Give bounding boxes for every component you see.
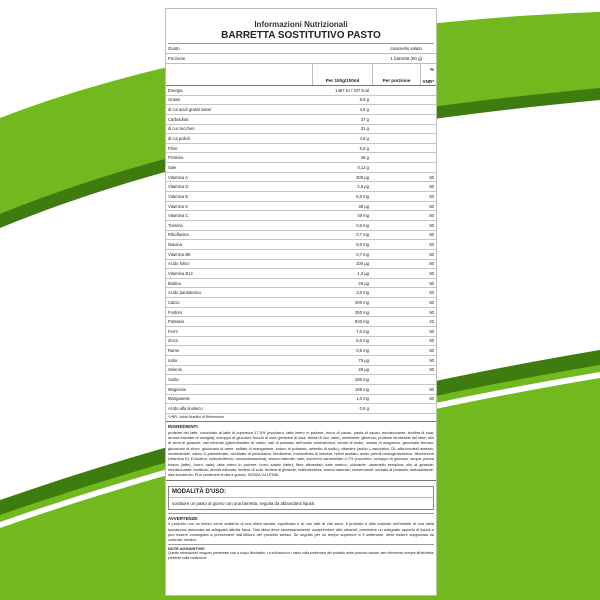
nutrient-name: di cui zuccheri [168,126,195,132]
header-per-100: Per 100g/100ml [312,64,372,85]
nutrient-vnr-pct: 50 [429,251,434,257]
usage-box [168,486,434,510]
nutrient-name: Energia [168,87,183,93]
nutrient-vnr-pct: 50 [429,338,434,344]
nutrient-row [166,134,436,144]
nutrient-row [166,404,436,414]
nutrient-row [166,269,436,279]
nutrient-row [166,105,436,115]
nutrient-name: Niacina [168,242,182,248]
nutrient-vnr-pct: 50 [429,174,434,180]
nutrient-vnr-pct: 50 [429,386,434,392]
nutrient-vnr-pct: 50 [429,222,434,228]
nutrient-name: Ferro [168,328,179,334]
nutrient-per-100: 4,8 g [359,136,369,142]
warnings-section [168,513,434,542]
nutrient-vnr-pct: 50 [429,232,434,238]
nutrient-vnr-pct: 50 [429,396,434,402]
header-pct: % [429,67,434,72]
nutrient-name: Vitamina C [168,213,189,219]
nutrient-vnr-pct: 50 [429,242,434,248]
header-vnr-label: VNR* [422,79,434,84]
nutrient-row [166,337,436,347]
nutrient-per-100: 8,0 mg [356,242,369,248]
header-empty [168,64,312,85]
label-title: Informazioni Nutrizionali [254,20,348,29]
nutrient-name: Biotina [168,280,181,286]
nutrient-name: Acido alfa linoleico [168,405,203,411]
nutrient-row [166,395,436,405]
nutrient-per-100: 9,8 g [359,97,369,103]
nutrient-row [166,327,436,337]
nutrient-row [166,385,436,395]
nutrient-row [166,221,436,231]
nutrient-row [166,125,436,135]
nutrient-name: Riboflavina [168,232,189,238]
nutrient-per-100: 2,5 µg [357,184,369,190]
nutrient-row [166,211,436,221]
header-per-portion: Per porzione [372,64,420,85]
nutrient-row [166,240,436,250]
nutrient-vnr-pct: 42 [429,319,434,325]
nutrient-per-100: 350 mg [355,309,369,315]
porzione-value: 1 barretta (60 g) [390,56,422,61]
usage-text: sostituire un pasto al giorno con una barretta, seguita da abbondanti liquidi. [172,501,316,507]
nutrient-name: Iodio [168,357,178,363]
nutrient-per-100: 6,0 mg [356,193,369,199]
nutrient-row [166,279,436,289]
warnings-text: Il prodotto non va inteso come sostituto di una dieta variata, equilibrata e di uno stile di vita sano. Il prodotto è utile soltanto nell'ambito di una dieta ipocalorica associata ad adeguata attività fisica. Tale dieta deve necessariamente comprendere altri alimenti, prevedere un adeguato apporto di liquidi e può essere conseguita a prescindere dall'utilizzo del prodotto stesso. Se seguita per un tempo superiore a 3 settimane, deve essere supportata da controllo medico. [168,521,434,543]
nutrient-per-100: 7,0 mg [356,328,369,334]
nutrient-per-100: 0,7 mg [356,232,369,238]
nutrient-vnr-pct: 50 [429,367,434,373]
nutrient-per-100: 28 µg [358,367,369,373]
nutrient-name: Magnesio [168,386,187,392]
porzione-row [166,54,436,64]
nutrient-name: Manganese [168,396,190,402]
nutrient-row [166,163,436,173]
nutrient-name: Sodio [168,377,179,383]
nutrient-per-100: 4,6 g [359,107,369,113]
porzione-label: Porzione [168,56,186,61]
nutrient-per-100: 400 mg [355,299,369,305]
ingredients-heading: INGREDIENTI [168,423,198,429]
table-header [166,64,436,86]
nutrient-row [166,96,436,106]
nutrient-name: Zinco [168,338,179,344]
nutrition-label [165,8,437,596]
nutrient-row [166,153,436,163]
nutrient-name: Vitamina B6 [168,251,191,257]
nutrient-row [166,182,436,192]
nutrient-row [166,173,436,183]
nutrient-vnr-pct: 50 [429,213,434,219]
nutrient-vnr-pct: 50 [429,184,434,190]
nutrient-name: Selenio [168,367,182,373]
vnr-footnote: *VNR: Valori Nutritivi di Riferimento [166,414,436,422]
nutrient-per-100: 6,5 g [359,145,369,151]
nutrient-per-100: 1,0 mg [356,396,369,402]
nutrient-name: Sale [168,164,177,170]
nutrient-row [166,202,436,212]
nutrient-vnr-pct: 50 [429,203,434,209]
gusto-row [166,44,436,54]
nutrient-row [166,356,436,366]
nutrient-per-100: 38 µg [358,203,369,209]
nutrient-per-100: 75 µg [358,357,369,363]
warnings-heading: AVVERTENZE: [168,516,199,522]
nutrient-vnr-pct: 50 [429,299,434,305]
gusto-value: caramello salato [390,46,422,51]
nutrient-name: Vitamina A [168,174,188,180]
nutrient-row [166,231,436,241]
nutrient-row [166,366,436,376]
nutrient-per-100: 25 µg [358,280,369,286]
notes-heading: NOTE AGGIUNTIVE: [168,546,206,552]
nutrient-row [166,250,436,260]
nutrient-row [166,308,436,318]
ingredients-text: proteine del latte; cioccolato al latte di copertura 17,5% (zucchero, latte intero in polvere, burro di cacao, pasta di cacao, emulsionante: lecitina di soia, aroma naturale di vaniglia); sciroppo di glucosio; fiocchi di soia (proteine di soia, farina di riso, sale); umettante: glicerolo; proteine idrolizzate del latte; olio di semi di girasole; sali minerali (glicerofosfato di calcio, sali di potassio dell'acido ortofosforico, citrato di sodio, ossido di magnesio, gluconato ferroso, gluconato di zinco, gluconato di rame, solfato di manganese, ioduro di potassio, selenito di sodio); vitamine (acido L-ascorbico, DL-alfa-tocoferil acetato, nicotinamide, calcio D-pantotenato, cloridrato di piridossina, riboflavina, mononitrato di tiamina, retinil acetato, acido pteroil-monoglutammico, fillochinone (vitamina K), D-biotina, colecalciferolo, cianocobalamina); aroma naturale; sale; zucchero caramellato 4,7% (zucchero, sciroppo di glucosio, acqua, panna fresca (latte), burro, sale); latte intero in polvere; burro salato (latte); fibre alimentari; sale marino; colorante: caramello semplice; olio di girasole; emulsionante: maltitolo; aroma naturale; lecitina di soia; lecitina di girasole; maltodestrina; aroma naturale; conservante: sorbato di potassio; antiossidante: alfa-tocoferolo. Può contenere frutta a guscio. SENZA GLUTINE. [168,429,435,478]
nutrient-row [166,86,436,96]
nutrient-vnr-pct: 50 [429,357,434,363]
usage-heading: MODALITÀ D'USO: [169,487,433,498]
nutrient-table [166,86,436,414]
nutrient-name: Potassio [168,319,185,325]
nutrient-name: Fibre [168,145,178,151]
nutrient-per-100: 37 g [360,116,369,122]
nutrient-name: Rame [168,348,180,354]
nutrient-name: Carboidrati [168,116,189,122]
nutrient-per-100: 26 g [360,155,369,161]
nutrient-name: Tiamina [168,222,183,228]
nutrient-vnr-pct: 50 [429,290,434,296]
nutrient-row [166,115,436,125]
nutrient-per-100: 40 mg [357,213,369,219]
nutrient-name: Fosforo [168,309,183,315]
nutrient-vnr-pct: 50 [429,348,434,354]
nutrient-vnr-pct: 50 [429,280,434,286]
nutrient-per-100: 280 mg [355,377,369,383]
nutrient-row [166,192,436,202]
nutrient-name: Vitamina D [168,184,189,190]
nutrient-row [166,288,436,298]
nutrient-per-100: 0,6 mg [356,222,369,228]
nutrient-per-100: 5,0 mg [356,338,369,344]
nutrient-row [166,317,436,327]
nutrient-row [166,346,436,356]
notes-text: Queste informazioni vengono presentate solo a scopo illustrativo. Le indicazioni e i valori sulla confezione del prodotto reale possono variare; fare riferimento sempre all'etichetta presente sulla confezione. [168,551,434,560]
nutrient-per-100: 0,6 g [359,405,369,411]
nutrient-row [166,298,436,308]
gusto-label: Gusto [168,46,180,51]
nutrient-row [166,375,436,385]
nutrient-per-100: 31 g [360,126,369,132]
nutrient-vnr-pct: 50 [429,270,434,276]
product-name: BARRETTA SOSTITUTIVO PASTO [221,30,381,41]
nutrient-row [166,144,436,154]
header-vnr [420,64,434,85]
ingredients-section [166,422,436,482]
nutrient-name: Acido pantotenico [168,290,202,296]
nutrient-per-100: 1457 kJ / 347 kcal [335,87,369,93]
nutrient-name: Vitamina E [168,193,189,199]
nutrient-per-100: 0,13 g [357,164,369,170]
nutrient-name: Vitamina K [168,203,189,209]
nutrient-per-100: 100 µg [356,261,369,267]
nutrient-name: di cui polioli [168,136,190,142]
nutrient-per-100: 0,5 mg [356,348,369,354]
notes-section [168,544,434,560]
nutrient-vnr-pct: 50 [429,193,434,199]
nutrient-name: Acido folico [168,261,190,267]
nutrient-per-100: 400 µg [356,174,369,180]
nutrient-per-100: 833 mg [355,319,369,325]
nutrient-row [166,260,436,270]
nutrient-vnr-pct: 50 [429,309,434,315]
nutrient-name: Grassi [168,97,181,103]
nutrient-vnr-pct: 50 [429,261,434,267]
nutrient-per-100: 3,0 mg [356,290,369,296]
nutrient-per-100: 1,3 µg [357,270,369,276]
nutrient-name: di cui acidi grassi saturi [168,107,212,113]
nutrient-vnr-pct: 50 [429,328,434,334]
nutrient-per-100: 188 mg [355,386,369,392]
nutrient-per-100: 0,7 mg [356,251,369,257]
nutrient-name: Vitamina B12 [168,270,193,276]
nutrient-name: Proteine [168,155,184,161]
nutrient-name: Calcio [168,299,180,305]
